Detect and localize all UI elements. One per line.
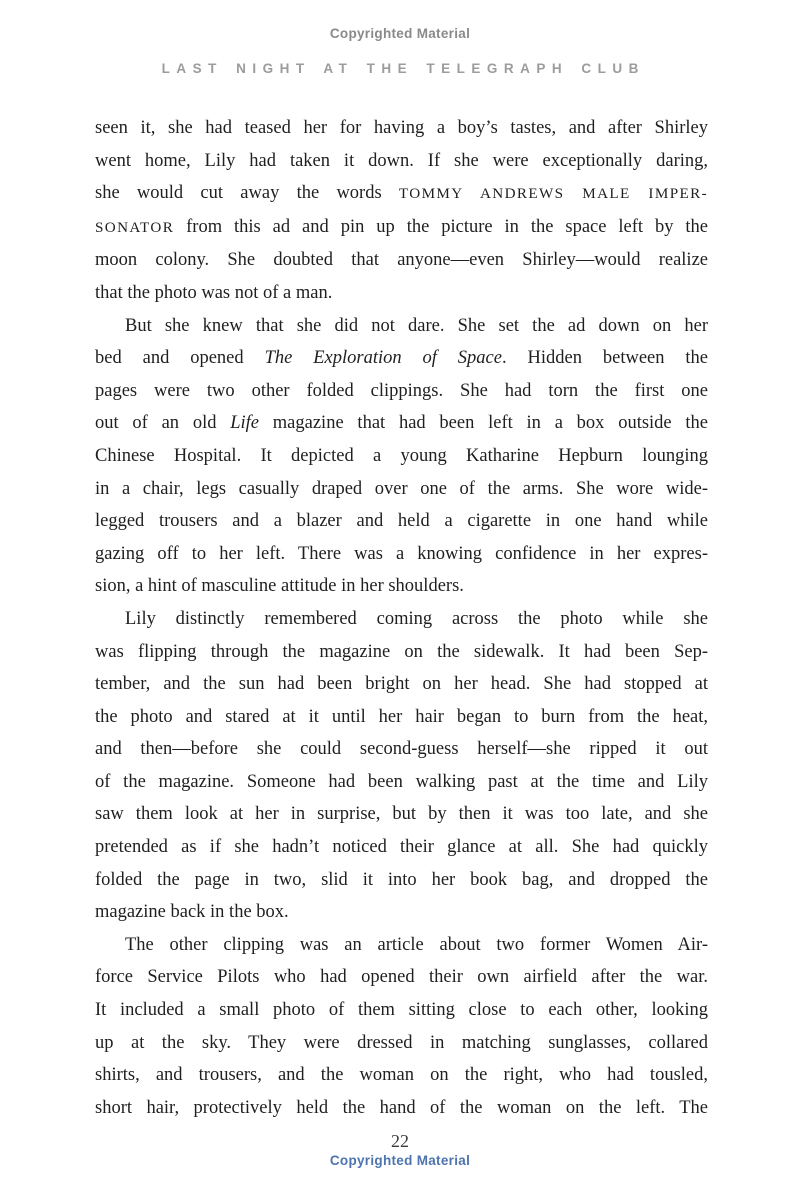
body-text-segment: Chinese Hospital. It depicted a young Katharine Hepburn lounging <box>95 445 708 466</box>
body-text-segment: legged trousers and a blazer and held a cigarette in one hand while <box>95 511 708 532</box>
body-text-segment: she would cut away the words <box>95 183 399 204</box>
text-line <box>95 864 708 897</box>
italic-text: Life <box>230 413 260 434</box>
body-text-segment: bed and opened <box>95 348 265 369</box>
body-text-segment: that the photo was not of a man. <box>95 282 333 303</box>
body-text-segment: was flipping through the magazine on the sidewalk. It had been Sep- <box>95 641 708 662</box>
body-text-segment: of the magazine. Someone had been walking past at the time and Lily <box>95 771 708 792</box>
body-text-segment: from this ad and pin up the picture in the space left by the <box>174 216 708 237</box>
body-text-segment: pretended as if she hadn’t noticed their glance at all. She had quickly <box>95 837 708 858</box>
small-caps-text: SONATOR <box>95 218 175 236</box>
text-line <box>95 145 708 178</box>
body-text-segment: shirts, and trousers, and the woman on the right, who had tousled, <box>95 1065 708 1086</box>
text-line <box>95 929 708 962</box>
text-line <box>95 112 708 145</box>
body-text-segment: and then—before she could second-guess herself—she ripped it out <box>95 739 708 760</box>
body-text-segment: tember, and the sun had been bright on her head. She had stopped at <box>95 674 708 695</box>
text-line <box>95 766 708 799</box>
body-text-segment: But she knew that she did not dare. She set the ad down on her <box>125 315 708 336</box>
text-line <box>95 798 708 831</box>
text-line <box>95 668 708 701</box>
text-line <box>95 896 708 929</box>
text-line <box>95 211 708 245</box>
text-line <box>95 244 708 277</box>
italic-text: The Exploration of Space <box>264 348 502 369</box>
text-line <box>95 538 708 571</box>
text-line <box>95 505 708 538</box>
body-text-segment: in a chair, legs casually draped over one of the arms. She wore wide- <box>95 478 708 499</box>
paragraph <box>95 112 708 310</box>
body-text-segment: The other clipping was an article about two former Women Air- <box>125 934 708 955</box>
bottom-copyright-notice: Copyrighted Material <box>329 1153 471 1168</box>
running-header: LAST NIGHT AT THE TELEGRAPH CLUB <box>161 61 645 76</box>
page-footer <box>0 1130 800 1170</box>
body-text-segment: out of an old <box>95 413 231 434</box>
body-text-segment: up at the sky. They were dressed in matching sunglasses, collared <box>95 1032 708 1053</box>
body-text-segment: seen it, she had teased her for having a boy’s tastes, and after Shirley <box>95 118 708 138</box>
text-line <box>95 342 708 375</box>
text-line <box>95 1059 708 1092</box>
text-line <box>95 177 708 211</box>
body-text-segment: magazine that had been left in a box outside the <box>259 413 708 434</box>
text-line <box>95 473 708 506</box>
body-text-segment: saw them look at her in surprise, but by then it was too late, and she <box>95 804 708 825</box>
text-line <box>95 733 708 766</box>
text-line <box>95 701 708 734</box>
body-text-segment: magazine back in the box. <box>95 902 289 923</box>
text-line <box>95 310 708 343</box>
text-line <box>95 961 708 994</box>
body-text-segment: force Service Pilots who had opened their own airfield after the war. <box>95 967 708 988</box>
body-text-segment: sion, a hint of masculine attitude in her shoulders. <box>95 576 464 597</box>
body-text-segment: Lily distinctly remembered coming across the photo while she <box>125 608 708 629</box>
text-line <box>95 831 708 864</box>
text-line <box>95 277 708 310</box>
text-line <box>95 1027 708 1060</box>
text-line <box>95 636 708 669</box>
paragraph <box>95 929 708 1125</box>
text-line <box>95 375 708 408</box>
body-text-segment: short hair, protectively held the hand of the woman on the left. The <box>95 1097 708 1118</box>
body-text-segment: folded the page in two, slid it into her book bag, and dropped the <box>95 869 708 890</box>
body-text-segment: gazing off to her left. There was a knowing confidence in her expres- <box>95 543 708 564</box>
paragraph <box>95 310 708 603</box>
body-text-segment: went home, Lily had taken it down. If she were exceptionally daring, <box>95 150 708 171</box>
text-line <box>95 440 708 473</box>
text-line <box>95 407 708 440</box>
body-text-segment: the photo and stared at it until her hair began to burn from the heat, <box>95 706 708 727</box>
body-text-segment: It included a small photo of them sitting close to each other, looking <box>95 1000 708 1021</box>
small-caps-text: TOMMY ANDREWS MALE IMPER- <box>398 185 708 203</box>
body-text-segment: pages were two other folded clippings. She had torn the first one <box>95 380 708 401</box>
body-text <box>95 112 708 1124</box>
text-line <box>95 570 708 603</box>
text-line <box>95 994 708 1027</box>
text-line <box>95 603 708 636</box>
paragraph <box>95 603 708 929</box>
top-copyright-notice: Copyrighted Material <box>329 26 471 41</box>
body-text-segment: . Hidden between the <box>501 348 708 369</box>
page-number: 22 <box>391 1131 409 1151</box>
body-text-segment: moon colony. She doubted that anyone—even Shirley—would realize <box>95 250 708 271</box>
text-line <box>95 1092 708 1125</box>
